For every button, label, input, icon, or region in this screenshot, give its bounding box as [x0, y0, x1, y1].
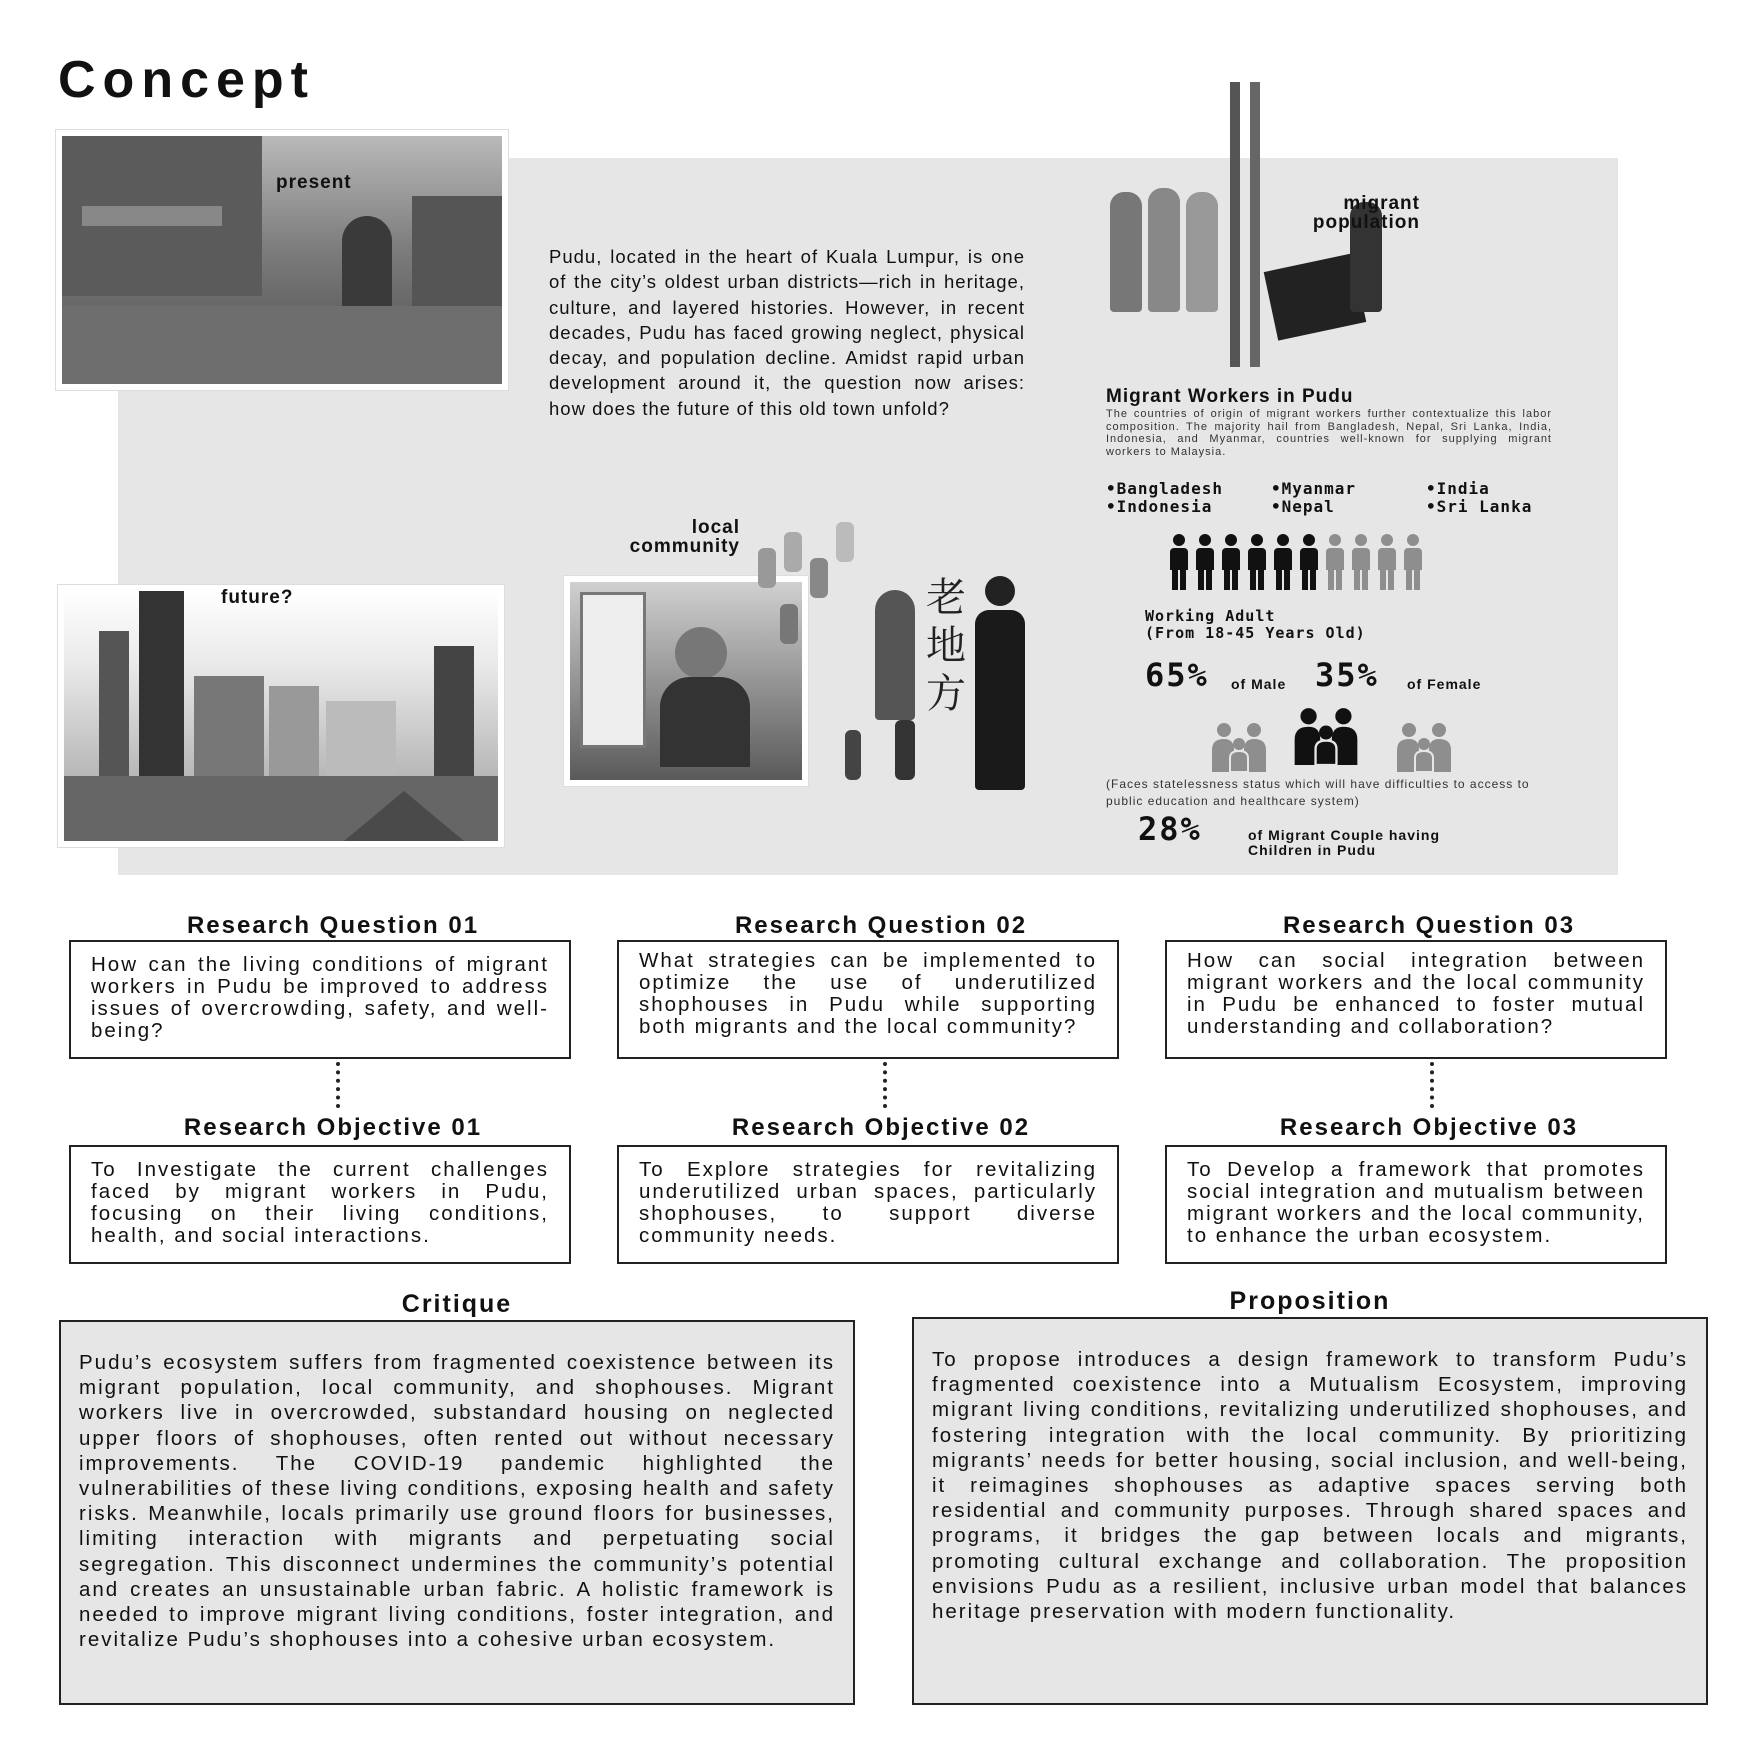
research-objective-01-box: To Investigate the current challenges faced by migrant workers in Pudu, focusing on their living conditions, health, and social interactions. [69, 1145, 571, 1264]
present-label: present [276, 172, 352, 193]
critique-box: Pudu’s ecosystem suffers from fragmented coexistence between its migrant population, local community, and shophouses. Migrant workers live in overcrowded, substandard housing on neglected upper floors of shophouses, often rented out without necessary improvements. The COVID-19 pandemic highlighted the vulnerabilities of these living conditions, exposing health and safety risks. Meanwhile, locals primarily use ground floors for businesses, limiting interaction with migrants and perpetuating social segregation. This disconnect undermines the community’s potential and creates an unsustainable urban fabric. A holistic framework is needed to improve migrant living conditions, foster integration, and revitalize Pudu’s shophouses into a cohesive urban ecosystem. [59, 1320, 855, 1705]
female-person-icon [1352, 534, 1370, 590]
male-percentage: 65% [1145, 656, 1209, 694]
working-adult-line2: (From 18-45 Years Old) [1145, 624, 1366, 642]
family-icon [1393, 722, 1455, 772]
proposition-title: Proposition [1229, 1287, 1391, 1315]
local-people-figures [835, 570, 1025, 800]
couple-label-line1: of Migrant Couple having [1248, 827, 1440, 843]
local-community-label [620, 518, 740, 556]
future-label: future? [221, 587, 294, 608]
research-question-03-box: How can social integration between migrant workers and the local community in Pudu be enhanced to foster mutual understanding and collaboration? [1165, 940, 1667, 1059]
working-adult-label [1145, 608, 1366, 642]
working-adult-line1: Working Adult [1145, 607, 1276, 625]
couple-percentage: 28% [1138, 810, 1202, 848]
calligraphy-text: 老地方 [926, 575, 966, 717]
connector-dots [1430, 1062, 1434, 1108]
couple-percentage-label [1248, 828, 1440, 858]
research-question-03-title: Research Question 03 [1282, 912, 1576, 939]
research-objective-03-title: Research Objective 03 [1279, 1114, 1579, 1141]
proposition-box: To propose introduces a design framework to transform Pudu’s fragmented coexistence into a Mutualism Ecosystem, improving migrant living conditions, revitalizing underutilized shophouses, and fostering integration with the local community. By prioritizing migrants’ needs for better housing, social inclusion, and well-being, it reimagines shophouses as adaptive spaces serving both residential and community purposes. Through shared spaces and programs, it bridges the gap between locals and migrants, promoting cultural exchange and collaboration. The proposition envisions Pudu as a resilient, inclusive urban model that balances heritage preservation with modern functionality. [912, 1317, 1708, 1705]
research-question-02-title: Research Question 02 [734, 912, 1028, 939]
research-question-01-title: Research Question 01 [186, 912, 480, 939]
connector-dots [883, 1062, 887, 1108]
present-street-photo [56, 130, 508, 390]
migrant-workers-description: The countries of origin of migrant workers further contextualize this labor composition. The majority hail from Bangladesh, Nepal, Sri Lanka, India, Indonesia, and Myanmar, countries well-known for supplying migrant workers to Malaysia. [1106, 408, 1552, 458]
research-objective-01-title: Research Objective 01 [183, 1114, 483, 1141]
family-icon [1208, 722, 1270, 772]
research-objective-02-box: To Explore strategies for revitalizing underutilized urban spaces, particularly shophouses, to support diverse community needs. [617, 1145, 1119, 1264]
country-item: •India [1426, 479, 1490, 498]
couple-label-line2: Children in Pudu [1248, 842, 1376, 858]
critique-title: Critique [401, 1290, 513, 1318]
male-person-icon [1274, 534, 1292, 590]
local-label-line1: local [691, 517, 740, 538]
female-person-icon [1404, 534, 1422, 590]
page-title: Concept [58, 51, 315, 109]
research-objective-02-title: Research Objective 02 [731, 1114, 1031, 1141]
female-percentage-label: of Female [1407, 676, 1482, 692]
male-person-icon [1248, 534, 1266, 590]
country-item: •Sri Lanka [1426, 497, 1533, 516]
country-item: •Bangladesh [1106, 479, 1223, 498]
research-question-02-box: What strategies can be implemented to optimize the use of underutilized shophouses in Pudu while supporting both migrants and the local community? [617, 940, 1119, 1059]
male-person-icon [1170, 534, 1188, 590]
connector-dots [336, 1062, 340, 1108]
country-item: •Indonesia [1106, 497, 1213, 516]
migrant-workers-title: Migrant Workers in Pudu [1106, 386, 1354, 407]
female-person-icon [1378, 534, 1396, 590]
countries-list [1106, 480, 1546, 516]
future-skyline-photo [58, 585, 504, 847]
family-icon-highlighted [1290, 706, 1362, 766]
intro-paragraph: Pudu, located in the heart of Kuala Lumpur, is one of the city’s oldest urban districts—rich in heritage, culture, and layered histories. However, in recent decades, Pudu has faced growing neglect, physical decay, and population decline. Amidst rapid urban development around it, the question now arises: how does the future of this old town unfold? [549, 246, 1025, 419]
statelessness-note: (Faces statelessness status which will have difficulties to access to public education and healthcare system) [1106, 777, 1530, 808]
gender-icon-row [1170, 534, 1422, 590]
male-person-icon [1222, 534, 1240, 590]
male-person-icon [1196, 534, 1214, 590]
female-percentage: 35% [1315, 656, 1379, 694]
female-person-icon [1326, 534, 1344, 590]
research-objective-03-box: To Develop a framework that promotes social integration and mutualism between migrant workers and the local community, to enhance the urban ecosystem. [1165, 1145, 1667, 1264]
migrant-population-label [1290, 194, 1420, 232]
local-label-line2: community [629, 536, 740, 557]
migrant-label-line2: population [1312, 212, 1420, 233]
male-percentage-label: of Male [1231, 676, 1287, 692]
research-question-01-box: How can the living conditions of migrant workers in Pudu be improved to address issues of overcrowding, safety, and well-being? [69, 940, 571, 1059]
country-item: •Nepal [1271, 497, 1335, 516]
male-person-icon [1300, 534, 1318, 590]
country-item: •Myanmar [1271, 479, 1357, 498]
migrant-label-line1: migrant [1343, 193, 1420, 214]
